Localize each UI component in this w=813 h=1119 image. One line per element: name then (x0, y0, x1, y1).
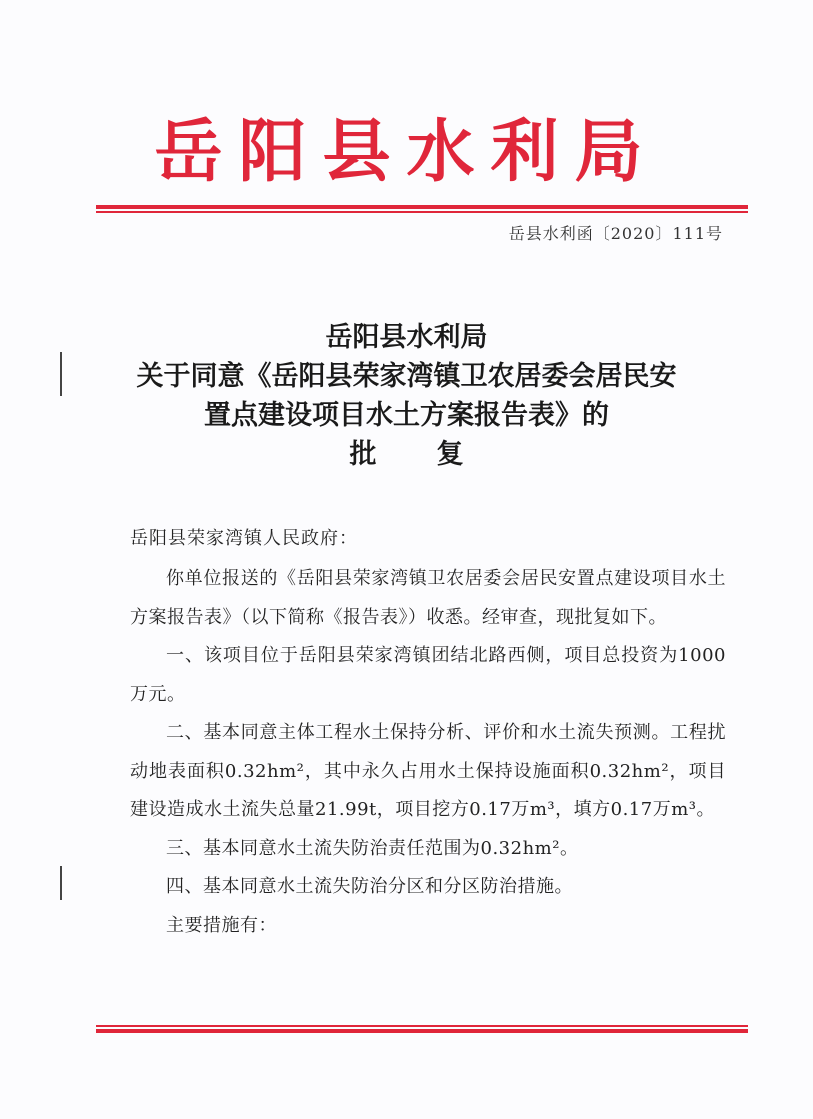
organization-header: 岳阳县水利局 (154, 112, 659, 192)
recipient-line: 岳阳县荣家湾镇人民政府： (130, 528, 358, 549)
footer-divider-thick (96, 1029, 748, 1033)
paragraph: 你单位报送的《岳阳县荣家湾镇卫农居委会居民安置点建设项目水土方案报告表》（以下简称《报告表》）收悉。经审查，现批复如下。 (130, 568, 726, 628)
paragraph: 主要措施有： (166, 914, 277, 936)
header-divider-thick (96, 205, 748, 209)
title-line-2: 关于同意《岳阳县荣家湾镇卫农居委会居民安 (136, 361, 677, 392)
document-title (0, 318, 813, 474)
document-body (130, 560, 726, 945)
document-number: 岳县水利函〔2020〕111号 (508, 224, 723, 243)
header-divider-thin (96, 211, 748, 213)
paragraph: 四、基本同意水土流失防治分区和分区防治措施。 (166, 876, 573, 897)
paragraph: 三、基本同意水土流失防治责任范围为0.32hm²。 (166, 837, 579, 859)
title-line-4: 批复 (349, 439, 524, 470)
title-line-3: 置点建设项目水土方案报告表》的 (204, 400, 609, 431)
footer-divider-thin (96, 1025, 748, 1027)
paragraph: 二、基本同意主体工程水土保持分析、评价和水土流失预测。工程扰动地表面积0.32hm²，其中永久占用水土保持设施面积0.32hm²，项目建设造成水土流失总量21.99t，项目挖方0.17万m³，填方0.17万m³。 (130, 722, 726, 820)
title-line-1: 岳阳县水利局 (325, 322, 488, 353)
paragraph: 一、该项目位于岳阳县荣家湾镇团结北路西侧，项目总投资为1000万元。 (130, 645, 726, 705)
margin-binding-mark (60, 866, 62, 900)
